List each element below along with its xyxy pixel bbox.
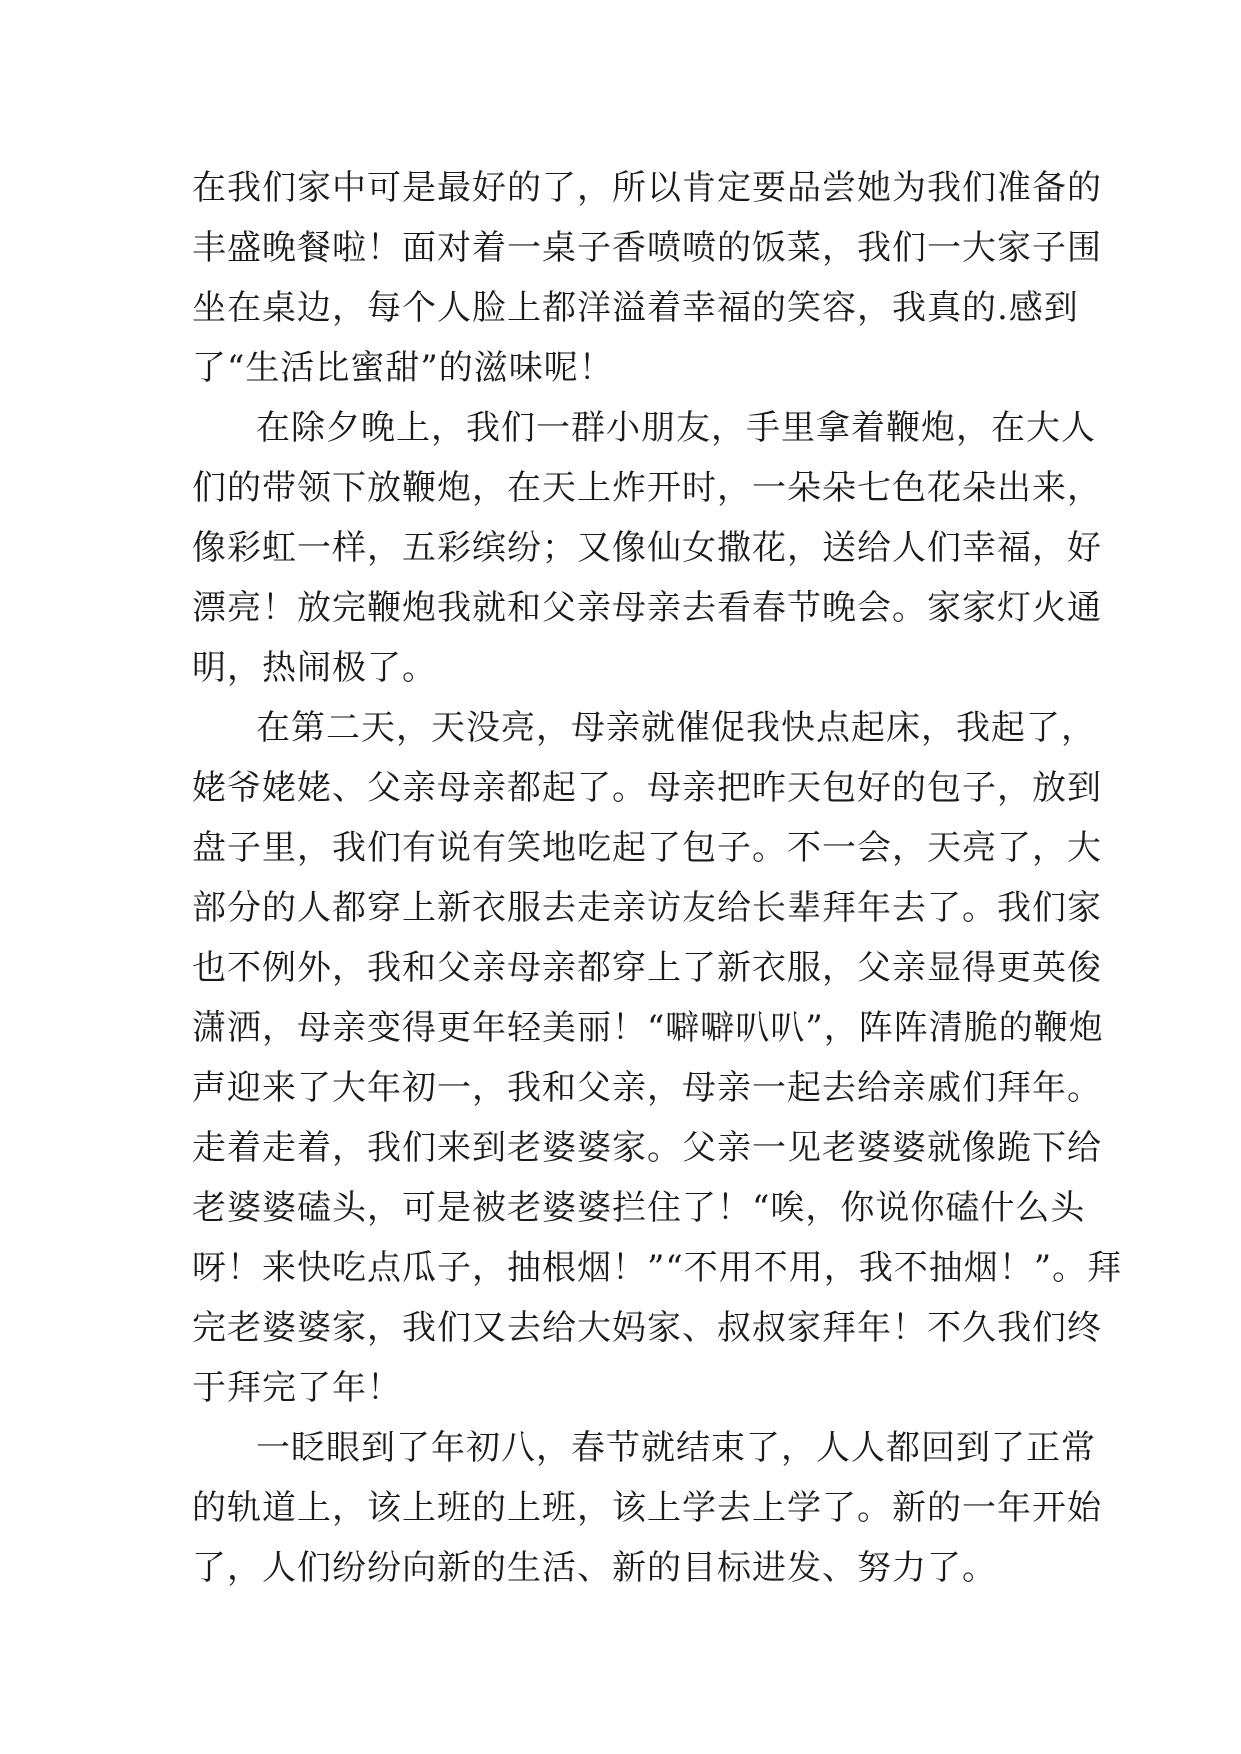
text-line: 呀！来快吃点瓜子，抽根烟！”“不用不用，我不抽烟！”。拜 xyxy=(192,1248,1123,1288)
text-line: 在我们家中可是最好的了，所以肯定要品尝她为我们准备的 xyxy=(192,168,1102,208)
text-line: 完老婆婆家，我们又去给大妈家、叔叔家拜年！不久我们终 xyxy=(192,1308,1102,1348)
text-line: 的轨道上，该上班的上班，该上学去上学了。新的一年开始 xyxy=(192,1488,1102,1528)
text-line: 了，人们纷纷向新的生活、新的目标进发、努力了。 xyxy=(192,1548,997,1588)
text-line: 坐在桌边，每个人脸上都洋溢着幸福的笑容，我真的.感到 xyxy=(192,288,1079,328)
text-line: 潇洒，母亲变得更年轻美丽！“噼噼叭叭”，阵阵清脆的鞭炮 xyxy=(192,1008,1104,1048)
text-line: 老婆婆磕头，可是被老婆婆拦住了！“唉，你说你磕什么头 xyxy=(192,1188,1086,1228)
text-line: 也不例外，我和父亲母亲都穿上了新衣服，父亲显得更英俊 xyxy=(192,948,1102,988)
text-line: 漂亮！放完鞭炮我就和父亲母亲去看春节晚会。家家灯火通 xyxy=(192,588,1102,628)
text-line: 一眨眼到了年初八，春节就结束了，人人都回到了正常 xyxy=(256,1428,1096,1468)
text-line: 们的带领下放鞭炮，在天上炸开时，一朵朵七色花朵出来， xyxy=(192,468,1102,508)
text-line: 盘子里，我们有说有笑地吃起了包子。不一会，天亮了，大 xyxy=(192,828,1102,868)
text-line: 像彩虹一样，五彩缤纷；又像仙女撒花，送给人们幸福，好 xyxy=(192,528,1102,568)
text-line: 声迎来了大年初一，我和父亲，母亲一起去给亲戚们拜年。 xyxy=(192,1068,1102,1108)
text-line: 在第二天，天没亮，母亲就催促我快点起床，我起了， xyxy=(256,708,1096,748)
essay-text xyxy=(192,158,1123,1598)
text-line: 明，热闹极了。 xyxy=(192,648,437,688)
text-line: 于拜完了年！ xyxy=(192,1368,402,1408)
text-line: 部分的人都穿上新衣服去走亲访友给长辈拜年去了。我们家 xyxy=(192,888,1102,928)
text-line: 在除夕晚上，我们一群小朋友，手里拿着鞭炮，在大人 xyxy=(256,408,1096,448)
text-line: 丰盛晚餐啦！面对着一桌子香喷喷的饭菜，我们一大家子围 xyxy=(192,228,1102,268)
text-line: 走着走着，我们来到老婆婆家。父亲一见老婆婆就像跪下给 xyxy=(192,1128,1102,1168)
text-line: 姥爷姥姥、父亲母亲都起了。母亲把昨天包好的包子，放到 xyxy=(192,768,1102,808)
text-line: 了“生活比蜜甜”的滋味呢！ xyxy=(192,348,614,388)
